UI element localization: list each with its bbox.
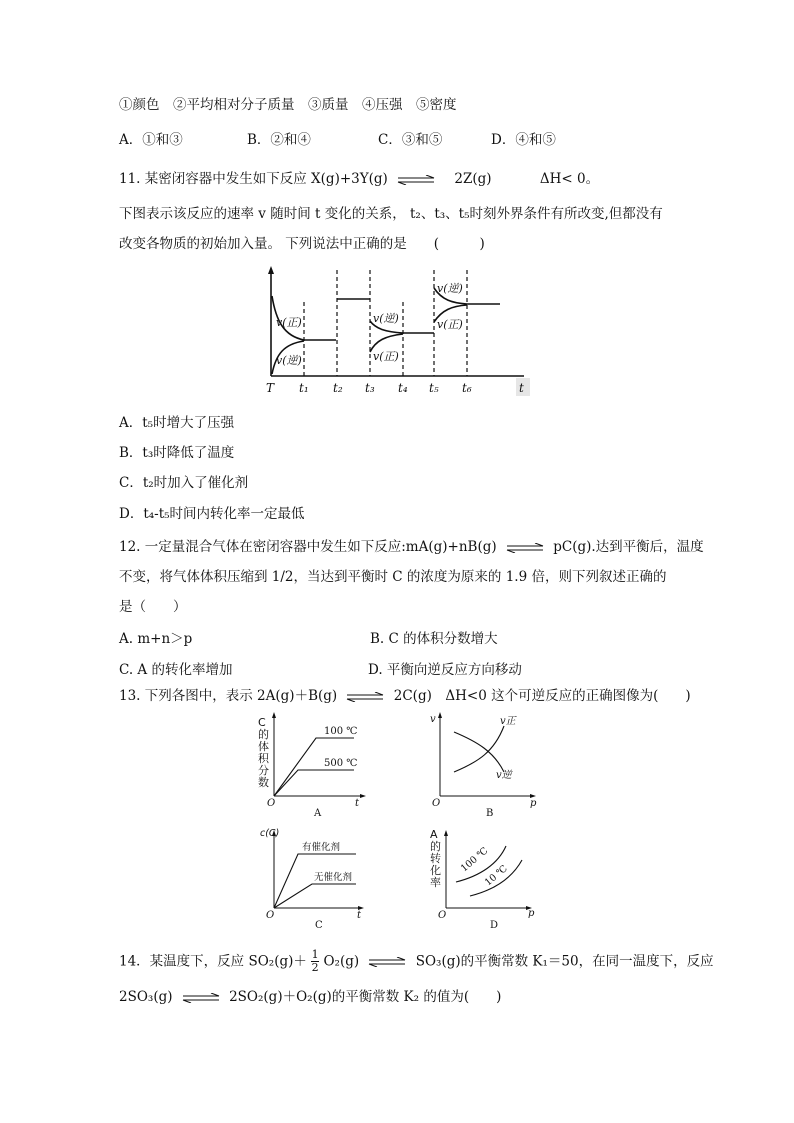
q11-line3: 改变各物质的初始加入量。 下列说法中正确的是 ( ): [119, 236, 485, 252]
graph-d-origin: O: [438, 910, 447, 921]
q14-fraction: [311, 949, 319, 974]
graph-c-origin: O: [266, 910, 275, 921]
graph-b-caption: B: [486, 808, 494, 819]
axis-label-t6: t₆: [462, 381, 472, 395]
q12-option-d: D. 平衡向逆反应方向移动: [368, 662, 522, 678]
equilibrium-arrow-icon: [181, 993, 221, 1003]
graph-b-xaxis: p: [530, 798, 537, 809]
equilibrium-arrow-icon: [367, 957, 407, 967]
equilibrium-arrow-icon: [345, 692, 385, 702]
equilibrium-arrow-icon: [505, 543, 545, 553]
q11-option-c: C．t₂时加入了催化剂: [119, 475, 249, 491]
curve-label: v(逆): [276, 354, 302, 367]
axis-label-T: T: [266, 381, 275, 395]
graph-a-origin: O: [267, 798, 276, 809]
graph-c-label-no-catalyst: 无催化剂: [314, 872, 353, 883]
graph-a-curve-500: [274, 770, 354, 796]
graph-d-label-10: 10 ℃: [482, 863, 510, 889]
q14-line1: [119, 949, 714, 977]
graph-c-xaxis: t: [357, 910, 362, 921]
graph-a-ylabel: 的: [258, 728, 269, 741]
q10-option-c: C．③和⑤: [378, 132, 443, 148]
curve-label: v(正): [373, 350, 399, 363]
curve-label: v(逆): [437, 282, 463, 295]
q14-line1-start: 14．某温度下，反应 SO₂(g)＋: [119, 953, 307, 970]
q11-rate-time-figure: [262, 266, 532, 398]
graph-c-yaxis: c(C): [260, 828, 280, 839]
q12-option-a: A. m+n＞p: [119, 631, 193, 647]
graph-c-caption: C: [315, 920, 323, 931]
graph-a-ylabel: 体: [258, 740, 269, 753]
graph-b-label-forward: v正: [500, 716, 516, 727]
q13-stem: [119, 687, 691, 705]
q14-line2: [119, 988, 501, 1006]
axis-label-t: t: [519, 381, 524, 395]
curve-label: v(正): [437, 318, 463, 331]
axis-label-t1: t₁: [299, 381, 309, 395]
graph-d-ylabel: A: [430, 828, 438, 841]
graph-d-ylabel: 率: [430, 876, 441, 889]
graph-d-caption: D: [490, 920, 499, 931]
axis-label-t4: t₄: [398, 381, 408, 395]
q14-line1-o2: O₂(g): [323, 953, 360, 970]
graph-b-curve-reverse: [454, 732, 504, 772]
q12-option-b: B. C 的体积分数增大: [370, 631, 498, 647]
graph-c-label-catalyst: 有催化剂: [302, 842, 341, 853]
q13-graph-b: [428, 712, 544, 820]
graph-a-caption: A: [314, 808, 322, 819]
q11-stem-enthalpy: ΔH< 0。: [539, 171, 600, 187]
graph-d-ylabel: 化: [430, 864, 441, 877]
graph-b-yaxis: v: [430, 714, 436, 725]
q13-graph-c: [258, 826, 370, 932]
graph-a-xaxis: t: [355, 798, 360, 809]
graph-d-ylabel: 转: [430, 852, 441, 865]
q14-line2-end: 2SO₂(g)＋O₂(g)的平衡常数 K₂ 的值为( ): [229, 989, 502, 1005]
graph-a-ylabel: C: [258, 716, 266, 729]
graph-b-curve-forward: [454, 726, 504, 772]
q10-choices: ①颜色 ②平均相对分子质量 ③质量 ④压强 ⑤密度: [119, 97, 457, 113]
q12-line1-reactants: 12. 一定量混合气体在密闭容器中发生如下反应:mA(g)+nB(g): [119, 539, 497, 555]
axis-label-t2: t₂: [333, 381, 343, 395]
graph-d-xaxis: p: [528, 908, 535, 919]
q12-line1-products: pC(g).达到平衡后，温度: [553, 539, 704, 555]
q12-line2: 不变，将气体体积压缩到 1/2，当达到平衡时 C 的浓度为原来的 1.9 倍，则下列叙述正确的: [119, 569, 667, 585]
q13-stem-rest: 2C(g) ΔH<0 这个可逆反应的正确图像为( ): [393, 688, 691, 704]
graph-b-origin: O: [432, 798, 441, 809]
axis-label-t5: t₅: [429, 381, 439, 395]
q14-fraction-num: 1: [311, 948, 319, 961]
graph-a-label-100: 100 ℃: [324, 726, 358, 737]
graph-a-label-500: 500 ℃: [324, 758, 358, 769]
q10-option-b: B．②和④: [247, 132, 311, 148]
graph-b-label-reverse: v逆: [496, 770, 512, 781]
graph-d-ylabel: 的: [430, 840, 441, 853]
q14-line1-end: SO₃(g)的平衡常数 K₁＝50，在同一温度下，反应: [415, 953, 714, 970]
q10-option-d: D．④和⑤: [491, 132, 556, 148]
q13-graph-a: [254, 712, 370, 820]
q11-option-d: D．t₄-t₅时间内转化率一定最低: [119, 506, 305, 522]
equilibrium-arrow-icon: [396, 175, 436, 185]
axis-label-t3: t₃: [365, 381, 375, 395]
graph-c-curve-no-catalyst: [274, 884, 356, 908]
q11-option-b: B．t₃时降低了温度: [119, 445, 235, 461]
q11-stem-products: 2Z(g): [454, 171, 492, 187]
q10-option-a: A．①和③: [119, 132, 183, 148]
curve-label: v(正): [276, 316, 302, 329]
q13-graph-d: [430, 826, 542, 932]
q11-option-a: A．t₅时增大了压强: [119, 415, 235, 431]
q11-line2: 下图表示该反应的速率 v 随时间 t 变化的关系， t₂、t₃、t₅时刻外界条件有所改变,但都没有: [119, 206, 663, 222]
q13-stem-reactants: 13. 下列各图中，表示 2A(g)＋B(g): [119, 688, 338, 704]
graph-a-ylabel: 积: [258, 752, 269, 765]
q11-stem-reactants: 11. 某密闭容器中发生如下反应 X(g)+3Y(g): [119, 171, 388, 187]
graph-a-ylabel: 分: [258, 764, 269, 777]
q11-stem: [119, 170, 599, 188]
curve-label: v(逆): [373, 312, 399, 325]
q12-line3: 是（ ）: [119, 599, 187, 615]
q12-line1: [119, 538, 704, 556]
graph-a-ylabel: 数: [258, 776, 269, 789]
graph-d-label-100: 100 ℃: [458, 845, 491, 875]
q14-fraction-den: 2: [311, 961, 319, 974]
q14-line2-start: 2SO₃(g): [119, 989, 173, 1005]
q12-option-c: C. A 的转化率增加: [119, 662, 233, 678]
